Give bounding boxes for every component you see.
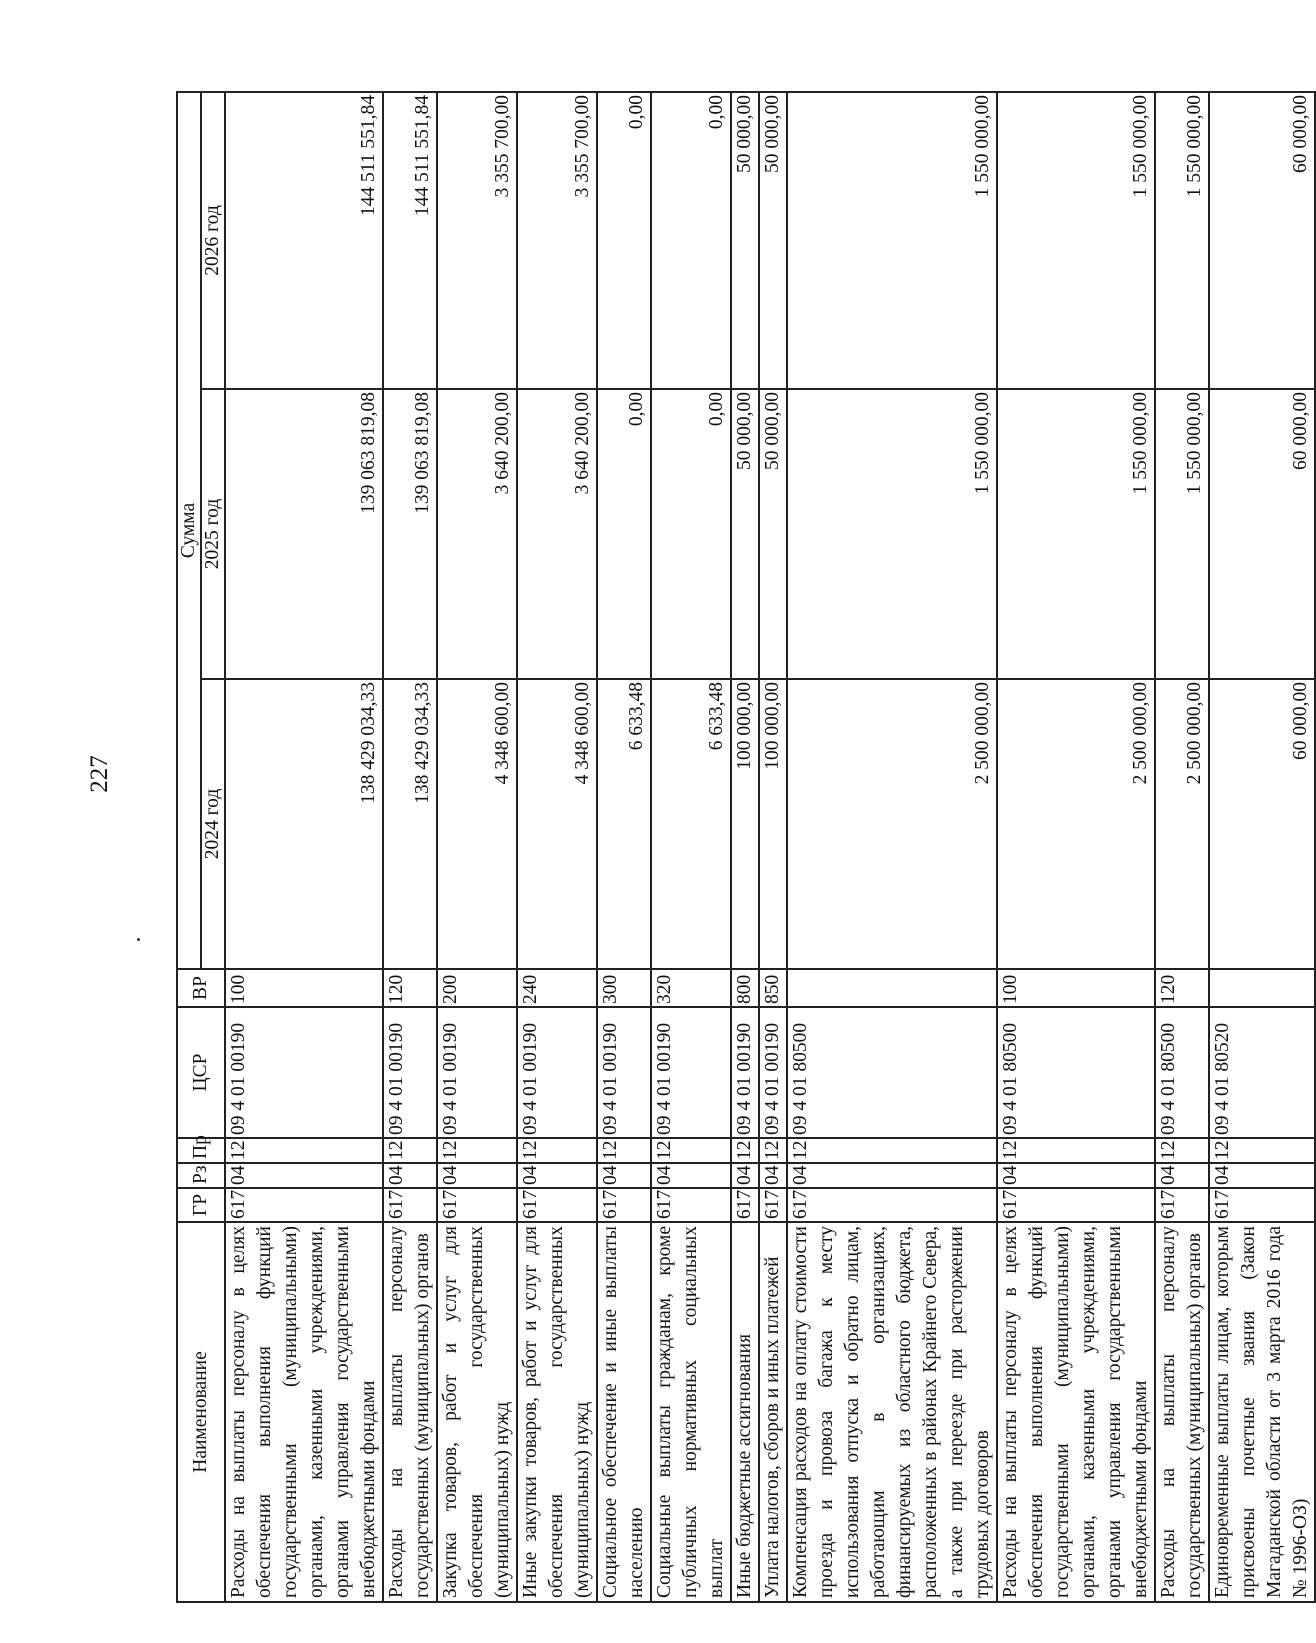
row-vr: 120	[1155, 969, 1209, 1007]
col-gr-header: ГР	[177, 1188, 225, 1222]
row-amount-2026: 144 511 551,84	[225, 92, 383, 389]
table-row	[517, 92, 597, 1602]
row-csr: 09 4 01 00190	[225, 1007, 383, 1138]
row-pr: 12	[437, 1138, 517, 1163]
row-amount-2026: 3 355 700,00	[517, 92, 597, 389]
row-amount-2024: 2 500 000,00	[997, 679, 1155, 969]
row-pr: 12	[787, 1138, 997, 1163]
table-row	[383, 92, 437, 1602]
row-name: Социальное обеспечение и иные выплаты населению	[597, 1222, 651, 1602]
row-amount-2024: 100 000,00	[759, 679, 787, 969]
row-amount-2026: 0,00	[597, 92, 651, 389]
row-gr: 617	[225, 1188, 383, 1222]
budget-table-rotated	[176, 93, 1311, 1603]
row-vr: 850	[759, 969, 787, 1007]
row-vr	[1209, 969, 1315, 1007]
row-name: Расходы на выплаты персоналу государственных (муниципальных) органов	[1155, 1222, 1209, 1602]
scan-speck	[137, 938, 140, 941]
col-2025-header: 2025 год	[201, 389, 225, 679]
table-row	[1209, 92, 1315, 1602]
row-name: Социальные выплаты гражданам, кроме публичных нормативных социальных выплат	[651, 1222, 731, 1602]
row-name: Расходы на выплаты персоналу в целях обеспечения выполнения функций государственными (муниципальными) органами, казенными учреждениями, органами управления государственными внебюджетными фондами	[225, 1222, 383, 1602]
row-gr: 617	[731, 1188, 759, 1222]
row-csr: 09 4 01 80520	[1209, 1007, 1315, 1138]
row-csr: 09 4 01 00190	[731, 1007, 759, 1138]
row-pr: 12	[383, 1138, 437, 1163]
row-pr: 12	[1155, 1138, 1209, 1163]
col-pr-header: Пр	[177, 1138, 225, 1163]
row-amount-2025: 60 000,00	[1209, 389, 1315, 679]
row-amount-2024: 4 348 600,00	[437, 679, 517, 969]
row-rz: 04	[225, 1163, 383, 1188]
page-number: 227	[86, 755, 113, 793]
row-amount-2026: 1 550 000,00	[787, 92, 997, 389]
row-rz: 04	[1209, 1163, 1315, 1188]
row-csr: 09 4 01 00190	[759, 1007, 787, 1138]
header-row	[177, 92, 201, 1602]
row-amount-2024: 4 348 600,00	[517, 679, 597, 969]
table-row	[759, 92, 787, 1602]
row-amount-2026: 50 000,00	[759, 92, 787, 389]
row-amount-2026: 0,00	[651, 92, 731, 389]
row-amount-2026: 3 355 700,00	[437, 92, 517, 389]
row-amount-2025: 0,00	[597, 389, 651, 679]
row-amount-2024: 2 500 000,00	[1155, 679, 1209, 969]
col-rz-header: Рз	[177, 1163, 225, 1188]
row-vr: 800	[731, 969, 759, 1007]
col-csr-header: ЦСР	[177, 1007, 225, 1138]
row-csr: 09 4 01 00190	[651, 1007, 731, 1138]
row-gr: 617	[1209, 1188, 1315, 1222]
row-name: Иные закупки товаров, работ и услуг для обеспечения государственных (муниципальных) нужд	[517, 1222, 597, 1602]
row-pr: 12	[517, 1138, 597, 1163]
row-name: Расходы на выплаты персоналу в целях обеспечения выполнения функций государственными (муниципальными) органами, казенными учреждениями, органами управления государственными внебюджетными фондами	[997, 1222, 1155, 1602]
row-amount-2024: 100 000,00	[731, 679, 759, 969]
row-amount-2025: 1 550 000,00	[1155, 389, 1209, 679]
row-pr: 12	[597, 1138, 651, 1163]
row-rz: 04	[517, 1163, 597, 1188]
budget-table	[176, 91, 1316, 1603]
row-gr: 617	[597, 1188, 651, 1222]
row-csr: 09 4 01 80500	[997, 1007, 1155, 1138]
row-gr: 617	[759, 1188, 787, 1222]
row-rz: 04	[997, 1163, 1155, 1188]
row-rz: 04	[1155, 1163, 1209, 1188]
row-csr: 09 4 01 00190	[437, 1007, 517, 1138]
row-amount-2025: 3 640 200,00	[437, 389, 517, 679]
row-amount-2025: 139 063 819,08	[383, 389, 437, 679]
row-csr: 09 4 01 00190	[383, 1007, 437, 1138]
table-row	[437, 92, 517, 1602]
row-amount-2025: 1 550 000,00	[997, 389, 1155, 679]
table-row	[1155, 92, 1209, 1602]
row-name: Уплата налогов, сборов и иных платежей	[759, 1222, 787, 1602]
row-amount-2026: 144 511 551,84	[383, 92, 437, 389]
row-rz: 04	[787, 1163, 997, 1188]
col-sum-header: Сумма	[177, 92, 201, 969]
row-amount-2026: 1 550 000,00	[997, 92, 1155, 389]
row-amount-2026: 60 000,00	[1209, 92, 1315, 389]
row-gr: 617	[517, 1188, 597, 1222]
row-amount-2025: 1 550 000,00	[787, 389, 997, 679]
row-amount-2024: 6 633,48	[651, 679, 731, 969]
row-pr: 12	[651, 1138, 731, 1163]
row-csr: 09 4 01 00190	[597, 1007, 651, 1138]
row-name: Иные бюджетные ассигнования	[731, 1222, 759, 1602]
row-amount-2024: 2 500 000,00	[787, 679, 997, 969]
row-gr: 617	[383, 1188, 437, 1222]
row-rz: 04	[731, 1163, 759, 1188]
row-name: Закупка товаров, работ и услуг для обеспечения государственных (муниципальных) нужд	[437, 1222, 517, 1602]
row-vr: 200	[437, 969, 517, 1007]
row-rz: 04	[383, 1163, 437, 1188]
col-2024-header: 2024 год	[201, 679, 225, 969]
row-vr: 100	[997, 969, 1155, 1007]
row-amount-2025: 3 640 200,00	[517, 389, 597, 679]
row-vr: 320	[651, 969, 731, 1007]
row-pr: 12	[731, 1138, 759, 1163]
row-amount-2025: 139 063 819,08	[225, 389, 383, 679]
row-amount-2024: 138 429 034,33	[383, 679, 437, 969]
row-amount-2025: 0,00	[651, 389, 731, 679]
row-csr: 09 4 01 00190	[517, 1007, 597, 1138]
row-gr: 617	[997, 1188, 1155, 1222]
col-vr-header: ВР	[177, 969, 225, 1007]
row-amount-2025: 50 000,00	[731, 389, 759, 679]
row-gr: 617	[651, 1188, 731, 1222]
row-rz: 04	[759, 1163, 787, 1188]
row-rz: 04	[597, 1163, 651, 1188]
row-rz: 04	[437, 1163, 517, 1188]
table-row	[597, 92, 651, 1602]
row-name: Единовременные выплаты лицам, которым присвоены почетные звания (Закон Магаданской области от 3 марта 2016 года № 1996-ОЗ)	[1209, 1222, 1315, 1602]
row-amount-2024: 60 000,00	[1209, 679, 1315, 969]
table-row	[787, 92, 997, 1602]
row-pr: 12	[997, 1138, 1155, 1163]
row-pr: 12	[225, 1138, 383, 1163]
row-vr: 300	[597, 969, 651, 1007]
row-csr: 09 4 01 80500	[1155, 1007, 1209, 1138]
col-2026-header: 2026 год	[201, 92, 225, 389]
row-gr: 617	[1155, 1188, 1209, 1222]
table-row	[651, 92, 731, 1602]
row-vr: 240	[517, 969, 597, 1007]
col-name-header: Наименование	[177, 1222, 225, 1602]
table-row	[997, 92, 1155, 1602]
row-gr: 617	[437, 1188, 517, 1222]
row-vr: 100	[225, 969, 383, 1007]
row-amount-2025: 50 000,00	[759, 389, 787, 679]
row-pr: 12	[1209, 1138, 1315, 1163]
row-gr: 617	[787, 1188, 997, 1222]
row-csr: 09 4 01 80500	[787, 1007, 997, 1138]
row-name: Расходы на выплаты персоналу государственных (муниципальных) органов	[383, 1222, 437, 1602]
table-row	[731, 92, 759, 1602]
row-amount-2024: 138 429 034,33	[225, 679, 383, 969]
row-name: Компенсация расходов на оплату стоимости проезда и провоза багажа к месту использования отпуска и обратно лицам, работающим в организациях, финансируемых из областного бюджета, расположенных в районах Крайнего Севера, а также при переезде при расторжении трудовых договоров	[787, 1222, 997, 1602]
row-vr: 120	[383, 969, 437, 1007]
row-vr	[787, 969, 997, 1007]
row-amount-2026: 50 000,00	[731, 92, 759, 389]
row-amount-2026: 1 550 000,00	[1155, 92, 1209, 389]
row-rz: 04	[651, 1163, 731, 1188]
table-row	[225, 92, 383, 1602]
row-amount-2024: 6 633,48	[597, 679, 651, 969]
row-pr: 12	[759, 1138, 787, 1163]
